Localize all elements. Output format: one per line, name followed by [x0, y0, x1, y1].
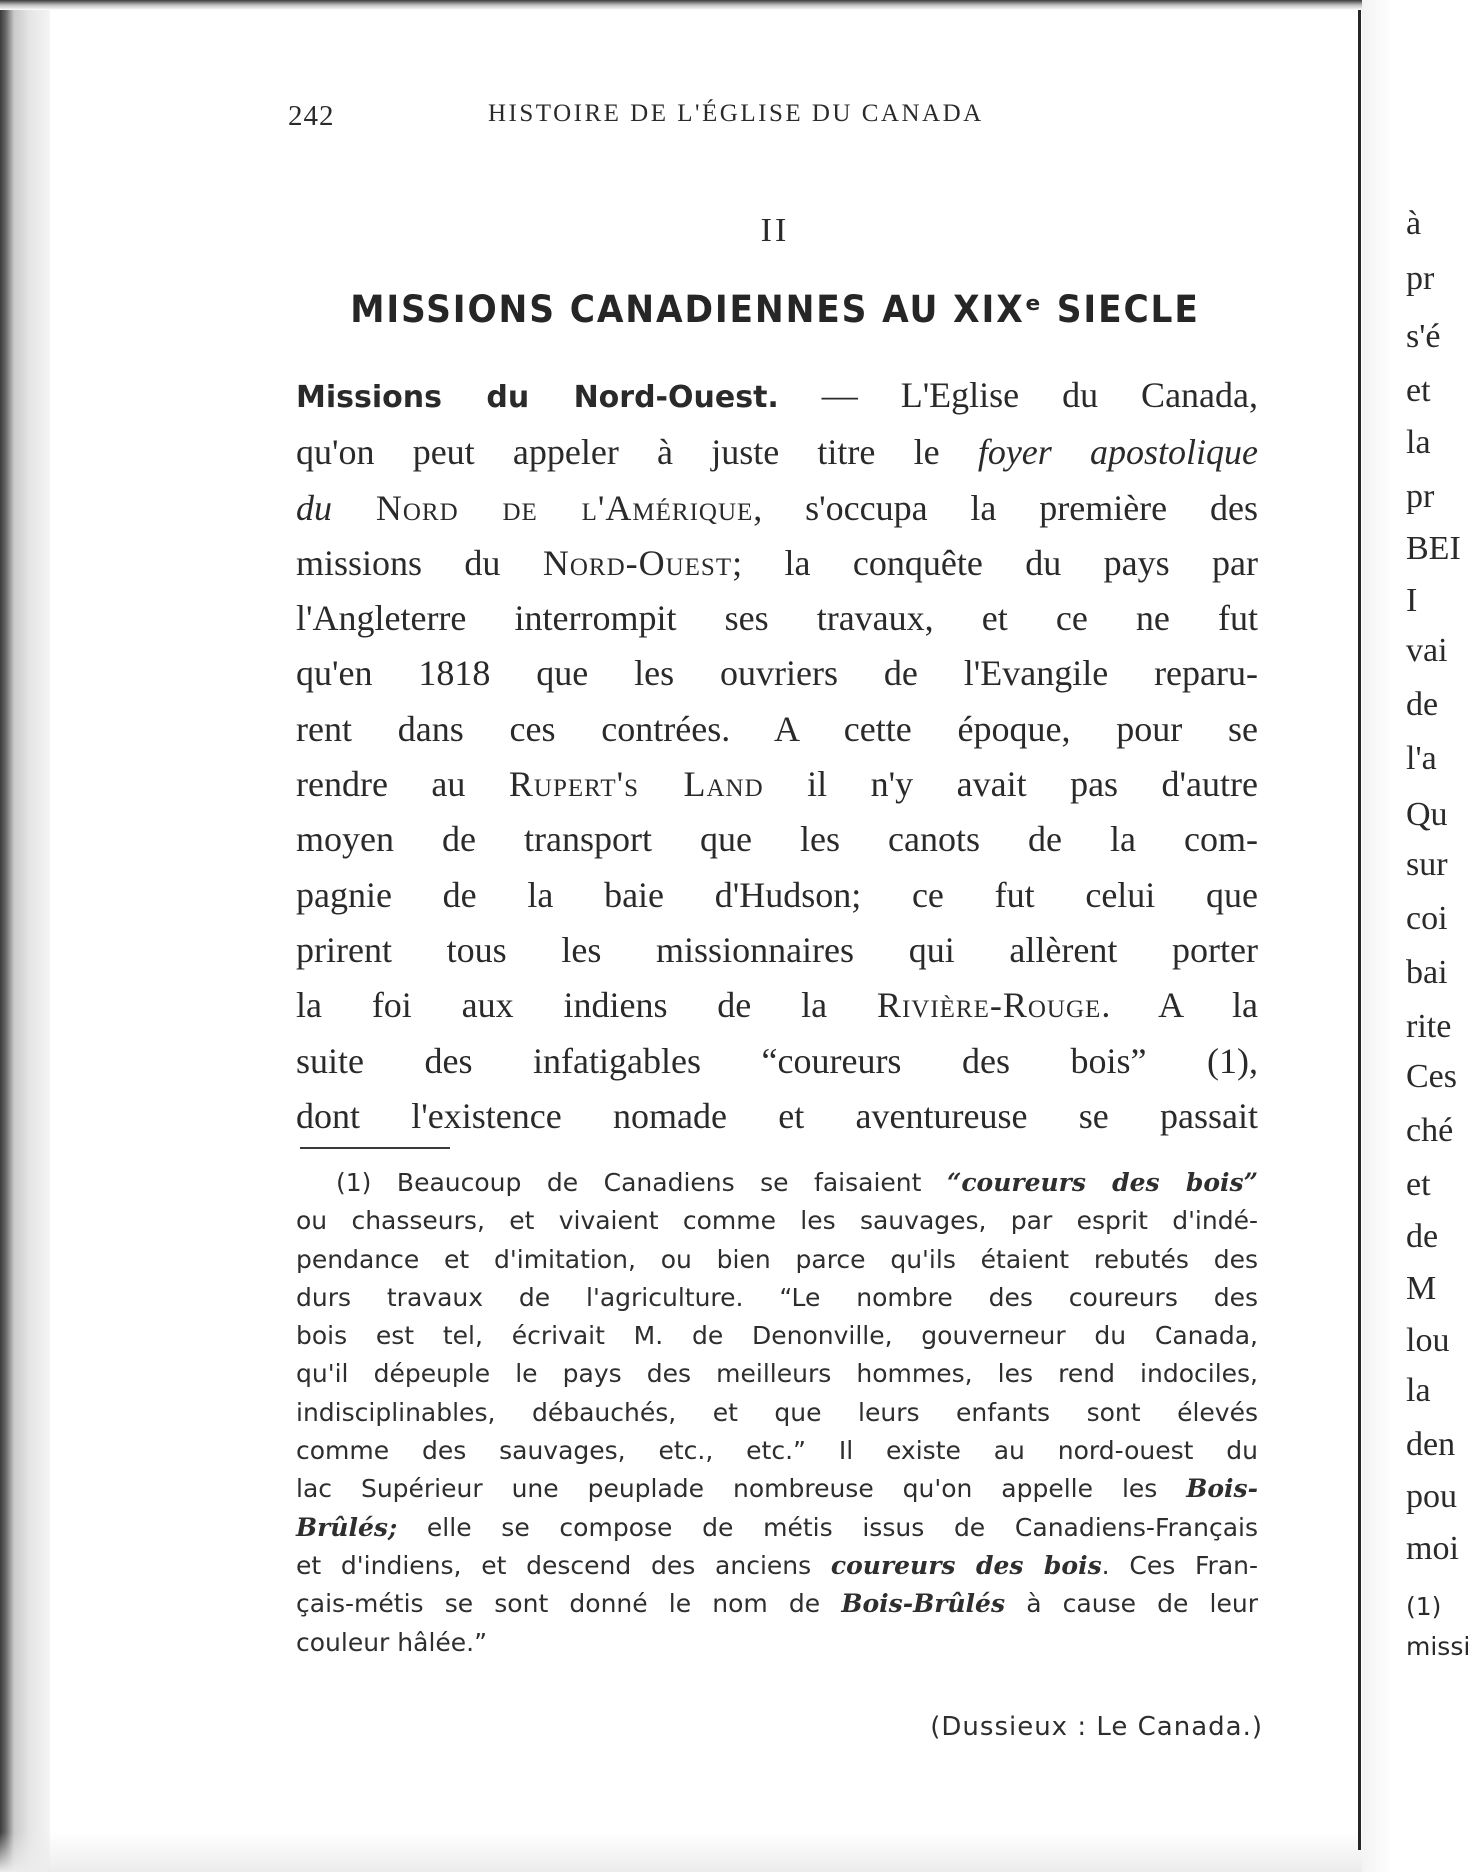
- right-page-fragment: pr: [1406, 260, 1435, 297]
- footnote-line: qu'il dépeuple le pays des meilleurs hommes, les rend indociles,: [296, 1359, 1258, 1389]
- body-line: rendre au Rupert's Land il n'y avait pas d'autre: [296, 764, 1258, 805]
- body-line: qu'en 1818 que les ouvriers de l'Evangile reparu-: [296, 653, 1258, 694]
- body-line: Missions du Nord-Ouest. — L'Eglise du Canada,: [296, 375, 1258, 415]
- right-page-fragment: et: [1406, 372, 1431, 409]
- footnote-line: comme des sauvages, etc., etc.” Il existe au nord-ouest du: [296, 1436, 1258, 1466]
- running-title: HISTOIRE DE L'ÉGLISE DU CANADA: [488, 100, 984, 127]
- footnote-line: Brûlés; elle se compose de métis issus de Canadiens-Français: [296, 1512, 1258, 1542]
- right-page-fragment: I: [1406, 582, 1418, 619]
- footnote-line: et d'indiens, et descend des anciens coureurs des bois. Ces Fran-: [296, 1550, 1258, 1580]
- body-line: l'Angleterre interrompit ses travaux, et ce ne fut: [296, 598, 1258, 639]
- footnote-line: bois est tel, écrivait M. de Denonville, gouverneur du Canada,: [296, 1321, 1258, 1351]
- right-page-fragment: s'é: [1406, 318, 1441, 355]
- book-top-edge: [0, 0, 1472, 10]
- body-line: missions du Nord-Ouest; la conquête du pays par: [296, 542, 1258, 583]
- right-page-fragment: à: [1406, 205, 1422, 242]
- running-head: [288, 100, 1258, 140]
- body-line: qu'on peut appeler à juste titre le foyer apostolique: [296, 432, 1258, 473]
- footnote-source: (Dussieux : Le Canada.): [930, 1712, 1263, 1742]
- footnote-line: couleur hâlée.”: [296, 1627, 488, 1657]
- right-page-fragment: la: [1406, 1372, 1431, 1409]
- right-page-fragment: missi: [1406, 1632, 1471, 1661]
- right-page-fragment: Qu: [1406, 796, 1448, 833]
- book-gutter: [1358, 10, 1361, 1850]
- body-line: du Nord de l'Amérique, s'occupa la première des: [296, 487, 1258, 528]
- right-page-fragment: la: [1406, 424, 1431, 461]
- right-page-fragment: l'a: [1406, 740, 1437, 777]
- footnote-rule: [300, 1147, 450, 1149]
- right-page-fragment: coi: [1406, 900, 1448, 937]
- right-page-fragment: M: [1406, 1270, 1437, 1307]
- right-page-fragment: rite: [1406, 1008, 1452, 1045]
- right-page-fragment: et: [1406, 1166, 1431, 1203]
- right-page-fragment: BEI: [1406, 530, 1461, 567]
- footnote-line: lac Supérieur une peuplade nombreuse qu'on appelle les Bois-: [296, 1474, 1258, 1504]
- footnote: [296, 1164, 1258, 1662]
- right-page-fragment: vai: [1406, 632, 1448, 669]
- right-page-fragment: sur: [1406, 846, 1448, 883]
- body-line: la foi aux indiens de la Rivière-Rouge. A la: [296, 985, 1258, 1026]
- footnote-line: (1) Beaucoup de Canadiens se faisaient “coureurs des bois”: [336, 1168, 1258, 1197]
- right-page-fragment: moi: [1406, 1530, 1459, 1567]
- body-line: moyen de transport que les canots de la com-: [296, 819, 1258, 860]
- page-number: 242: [288, 100, 335, 132]
- right-page-fragment: Ces: [1406, 1058, 1457, 1095]
- section-number: II: [760, 212, 790, 249]
- right-page-fragment: de: [1406, 686, 1439, 723]
- right-page-fragment: pou: [1406, 1478, 1457, 1515]
- body-line: rent dans ces contrées. A cette époque, pour se: [296, 708, 1258, 749]
- right-page-fragment: lou: [1406, 1322, 1450, 1359]
- right-page-fragment: ché: [1406, 1112, 1454, 1149]
- section-title: MISSIONS CANADIENNES AU XIXᵉ SIECLE: [350, 288, 1200, 331]
- footnote-line: çais-métis se sont donné le nom de Bois-Brûlés à cause de leur: [296, 1589, 1258, 1619]
- run-in-heading: Missions du Nord-Ouest.: [296, 380, 779, 415]
- footnote-line: indisciplinables, débauchés, et que leurs enfants sont élevés: [296, 1397, 1258, 1427]
- body-line: dont l'existence nomade et aventureuse se passait: [296, 1095, 1258, 1136]
- body-line: prirent tous les missionnaires qui allèrent porter: [296, 929, 1258, 970]
- right-page-fragment: den: [1406, 1426, 1456, 1463]
- footnote-line: pendance et d'imitation, ou bien parce qu'ils étaient rebutés des: [296, 1244, 1258, 1274]
- right-page-fragment: de: [1406, 1218, 1439, 1255]
- footnote-line: ou chasseurs, et vivaient comme les sauvages, par esprit d'indé-: [296, 1206, 1258, 1236]
- body-paragraph: [296, 368, 1258, 1144]
- right-page-fragment: bai: [1406, 954, 1448, 991]
- footnote-line: durs travaux de l'agriculture. “Le nombre des coureurs des: [296, 1282, 1258, 1312]
- page-bottom-shade: [0, 1832, 1472, 1872]
- right-page-fragment: pr: [1406, 478, 1435, 515]
- right-page-fragment: (1): [1406, 1592, 1442, 1621]
- book-left-edge: [0, 0, 50, 1872]
- body-line: pagnie de la baie d'Hudson; ce fut celui que: [296, 874, 1258, 915]
- body-line: suite des infatigables “coureurs des bois” (1),: [296, 1040, 1258, 1081]
